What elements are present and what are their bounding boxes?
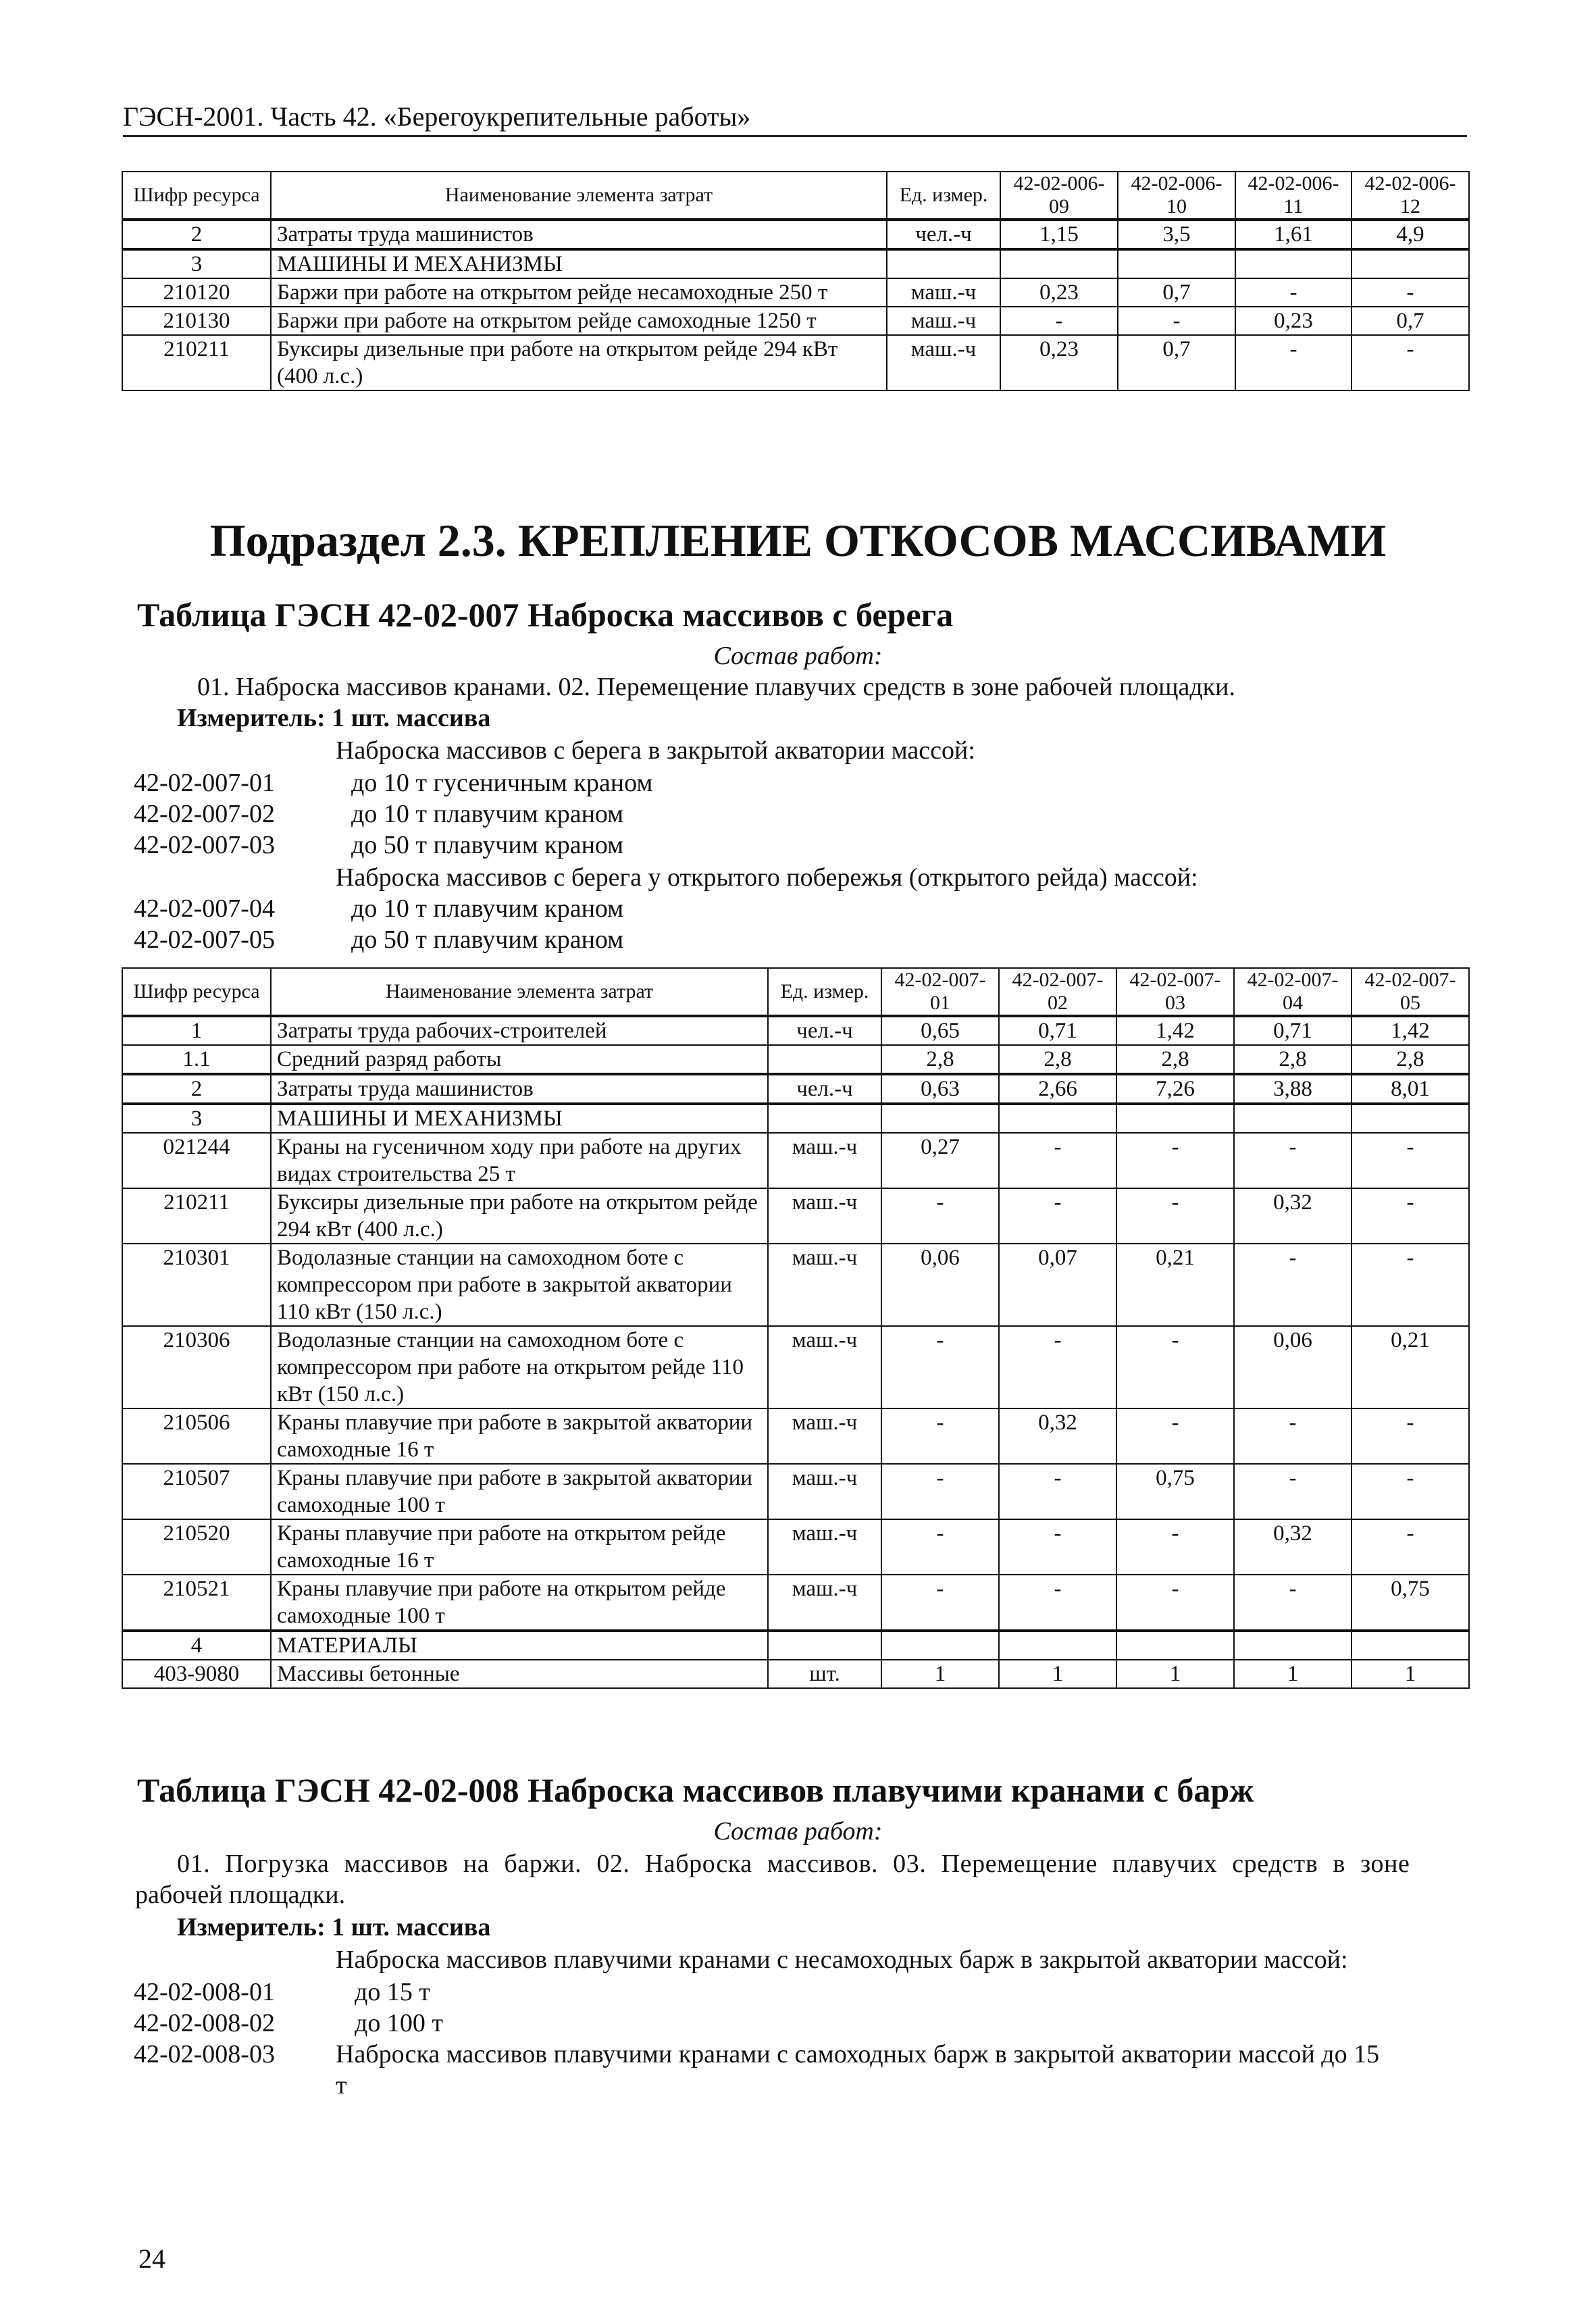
value-cell: - (1352, 1408, 1469, 1464)
value-cell: - (999, 1464, 1116, 1519)
unit-cell (887, 249, 1000, 278)
value-cell: 0,71 (999, 1016, 1116, 1045)
value-cell: 0,23 (1000, 335, 1118, 390)
value-cell: - (1116, 1188, 1234, 1244)
table-row (122, 1519, 1469, 1575)
group-heading: Наброска массивов с берега у открытого побережья (открытого рейда) массой: (336, 863, 1198, 892)
element-name: Краны плавучие при работе на открытом рейде самоходные 16 т (271, 1519, 768, 1575)
value-cell: 1,42 (1116, 1016, 1234, 1045)
value-cell: - (1352, 1244, 1469, 1326)
value-cell: - (1116, 1519, 1234, 1575)
element-name: МАШИНЫ И МЕХАНИЗМЫ (271, 1104, 768, 1133)
resource-code: 1.1 (122, 1045, 271, 1074)
unit-cell (768, 1104, 881, 1133)
value-cell (1352, 1104, 1469, 1133)
column-header: 42-02-007-03 (1116, 968, 1234, 1016)
value-cell: - (999, 1575, 1116, 1631)
table-row (122, 1104, 1469, 1133)
resource-code: 210521 (122, 1575, 271, 1631)
work-code: 42-02-007-05 (134, 925, 275, 954)
work-description: Наброска массивов плавучими кранами с самоходных барж в закрытой акватории массой до 15 (336, 2040, 1380, 2068)
resource-code: 210506 (122, 1408, 271, 1464)
value-cell (881, 1104, 999, 1133)
element-name: Краны плавучие при работе на открытом рейде самоходные 100 т (271, 1575, 768, 1631)
element-name: Затраты труда машинистов (271, 220, 887, 249)
column-header: Ед. измер. (768, 968, 881, 1016)
table-row (122, 1326, 1469, 1408)
value-cell: 0,07 (999, 1244, 1116, 1326)
value-cell: - (1352, 1188, 1469, 1244)
value-cell: 4,9 (1352, 220, 1469, 249)
column-header: 42-02-007-01 (881, 968, 999, 1016)
value-cell (999, 1104, 1116, 1133)
sostav-label: Состав работ: (713, 1817, 883, 1846)
column-header: 42-02-006-09 (1000, 172, 1118, 220)
resource-code: 4 (122, 1631, 271, 1660)
work-code: 42-02-007-02 (134, 800, 275, 828)
value-cell: - (999, 1519, 1116, 1575)
table-row (122, 1244, 1469, 1326)
value-cell: - (1116, 1326, 1234, 1408)
table-row (122, 1045, 1469, 1074)
unit-cell: маш.-ч (768, 1575, 881, 1631)
value-cell: - (1116, 1575, 1234, 1631)
value-cell: - (1234, 1408, 1352, 1464)
value-cell: 0,7 (1118, 335, 1235, 390)
unit-cell: маш.-ч (887, 278, 1000, 307)
value-cell: - (1234, 1575, 1352, 1631)
column-header: 42-02-006-11 (1235, 172, 1352, 220)
value-cell: 3,88 (1234, 1074, 1352, 1104)
value-cell (1235, 249, 1352, 278)
value-cell: - (1118, 307, 1235, 335)
value-cell: 2,8 (881, 1045, 999, 1074)
table-row (122, 1575, 1469, 1631)
sostav-text-continued: рабочей площадки. (135, 1881, 346, 1909)
value-cell: 0,7 (1352, 307, 1469, 335)
value-cell: - (1234, 1133, 1352, 1188)
table-row (122, 335, 1469, 390)
work-description: до 50 т плавучим краном (351, 831, 624, 859)
value-cell: - (1235, 335, 1352, 390)
element-name: Краны на гусеничном ходу при работе на других видах строительства 25 т (271, 1133, 768, 1188)
resource-code: 210301 (122, 1244, 271, 1326)
table-row (122, 220, 1469, 249)
value-cell (1352, 1631, 1469, 1660)
table-row (122, 1464, 1469, 1519)
table-title-008: Таблица ГЭСН 42-02-008 Наброска массивов плавучими кранами с барж (137, 1771, 1254, 1809)
measure-unit: Измеритель: 1 шт. массива (177, 1913, 491, 1941)
group-heading: Наброска массивов плавучими кранами с несамоходных барж в закрытой акватории массой: (336, 1946, 1348, 1974)
value-cell: 1,61 (1235, 220, 1352, 249)
value-cell: 0,23 (1235, 307, 1352, 335)
value-cell: 0,27 (881, 1133, 999, 1188)
value-cell: - (1116, 1408, 1234, 1464)
element-name: Буксиры дизельные при работе на открытом рейде 294 кВт (400 л.с.) (271, 335, 887, 390)
element-name: Водолазные станции на самоходном боте с компрессором при работе в закрытой акватории 110 кВт (150 л.с.) (271, 1244, 768, 1326)
value-cell: - (1235, 278, 1352, 307)
value-cell: 0,23 (1000, 278, 1118, 307)
value-cell: 0,63 (881, 1074, 999, 1104)
unit-cell: маш.-ч (768, 1133, 881, 1188)
resource-code: 3 (122, 1104, 271, 1133)
value-cell: - (1352, 1464, 1469, 1519)
value-cell: 0,32 (1234, 1188, 1352, 1244)
table-row (122, 1660, 1469, 1688)
resource-code: 3 (122, 249, 271, 278)
measure-unit: Измеритель: 1 шт. массива (177, 704, 491, 732)
element-name: Средний разряд работы (271, 1045, 768, 1074)
work-description: до 10 т плавучим краном (351, 894, 624, 923)
value-cell: 2,8 (1352, 1045, 1469, 1074)
group-heading: Наброска массивов с берега в закрытой акватории массой: (336, 736, 975, 765)
work-code: 42-02-007-01 (134, 769, 275, 797)
value-cell: 0,7 (1118, 278, 1235, 307)
resource-table-42-02-007 (122, 967, 1470, 1689)
column-header: 42-02-007-05 (1352, 968, 1469, 1016)
work-description-continued: т (336, 2071, 347, 2100)
element-name: Затраты труда рабочих-строителей (271, 1016, 768, 1045)
value-cell: 2,8 (999, 1045, 1116, 1074)
value-cell: 8,01 (1352, 1074, 1469, 1104)
value-cell: 2,8 (1116, 1045, 1234, 1074)
value-cell: 1 (881, 1660, 999, 1688)
value-cell: - (881, 1464, 999, 1519)
running-header: ГЭСН-2001. Часть 42. «Берегоукрепительные работы» (123, 100, 1467, 137)
work-code: 42-02-008-01 (134, 1978, 275, 2006)
work-description: до 15 т (355, 1978, 430, 2006)
value-cell: 0,75 (1352, 1575, 1469, 1631)
element-name: Массивы бетонные (271, 1660, 768, 1688)
value-cell (1118, 249, 1235, 278)
value-cell: - (1234, 1464, 1352, 1519)
unit-cell: маш.-ч (768, 1188, 881, 1244)
resource-code: 210520 (122, 1519, 271, 1575)
table-row (122, 278, 1469, 307)
page-number: 24 (138, 2243, 165, 2274)
value-cell: 0,71 (1234, 1016, 1352, 1045)
resource-code: 210120 (122, 278, 271, 307)
work-description: до 50 т плавучим краном (351, 925, 624, 954)
work-description: до 10 т гусеничным краном (351, 769, 653, 797)
value-cell: 0,06 (1234, 1326, 1352, 1408)
unit-cell: маш.-ч (768, 1464, 881, 1519)
value-cell: - (1352, 335, 1469, 390)
unit-cell: чел.-ч (887, 220, 1000, 249)
value-cell: 0,32 (999, 1408, 1116, 1464)
value-cell: - (881, 1408, 999, 1464)
value-cell (881, 1631, 999, 1660)
table-row (122, 1016, 1469, 1045)
value-cell: 0,32 (1234, 1519, 1352, 1575)
value-cell: 1,42 (1352, 1016, 1469, 1045)
resource-code: 210507 (122, 1464, 271, 1519)
table-row (122, 1133, 1469, 1188)
resource-code: 2 (122, 1074, 271, 1104)
table-row (122, 307, 1469, 335)
resource-table-42-02-006 (122, 171, 1470, 391)
value-cell: - (881, 1326, 999, 1408)
work-description: до 10 т плавучим краном (351, 800, 624, 828)
sostav-label: Состав работ: (713, 642, 883, 670)
value-cell (1234, 1631, 1352, 1660)
unit-cell (768, 1045, 881, 1074)
column-header: Шифр ресурса (122, 968, 271, 1016)
element-name: Баржи при работе на открытом рейде самоходные 1250 т (271, 307, 887, 335)
work-code: 42-02-008-02 (134, 2009, 275, 2037)
column-header: 42-02-006-12 (1352, 172, 1469, 220)
value-cell (1116, 1631, 1234, 1660)
resource-code: 210211 (122, 1188, 271, 1244)
resource-code: 1 (122, 1016, 271, 1045)
value-cell: 1 (999, 1660, 1116, 1688)
element-name: Затраты труда машинистов (271, 1074, 768, 1104)
value-cell (1234, 1104, 1352, 1133)
work-code: 42-02-008-03 (134, 2040, 275, 2068)
unit-cell: маш.-ч (768, 1519, 881, 1575)
table-row (122, 1631, 1469, 1660)
value-cell: - (881, 1188, 999, 1244)
work-code: 42-02-007-04 (134, 894, 275, 923)
value-cell: 2,66 (999, 1074, 1116, 1104)
work-code: 42-02-007-03 (134, 831, 275, 859)
value-cell (999, 1631, 1116, 1660)
resource-code: 210211 (122, 335, 271, 390)
value-cell: 7,26 (1116, 1074, 1234, 1104)
value-cell: 2,8 (1234, 1045, 1352, 1074)
element-name: Буксиры дизельные при работе на открытом рейде 294 кВт (400 л.с.) (271, 1188, 768, 1244)
value-cell: 0,21 (1352, 1326, 1469, 1408)
value-cell: 1 (1116, 1660, 1234, 1688)
element-name: Баржи при работе на открытом рейде несамоходные 250 т (271, 278, 887, 307)
subsection-title: Подраздел 2.3. КРЕПЛЕНИЕ ОТКОСОВ МАССИВАМИ (209, 515, 1387, 566)
value-cell: - (999, 1188, 1116, 1244)
column-header: Наименование элемента затрат (271, 172, 887, 220)
value-cell: 0,65 (881, 1016, 999, 1045)
column-header: Наименование элемента затрат (271, 968, 768, 1016)
value-cell (1000, 249, 1118, 278)
table-row (122, 1188, 1469, 1244)
unit-cell: чел.-ч (768, 1016, 881, 1045)
unit-cell (768, 1631, 881, 1660)
column-header: 42-02-007-02 (999, 968, 1116, 1016)
unit-cell: шт. (768, 1660, 881, 1688)
element-name: Краны плавучие при работе в закрытой акватории самоходные 16 т (271, 1408, 768, 1464)
value-cell: - (999, 1326, 1116, 1408)
value-cell: - (1352, 1519, 1469, 1575)
value-cell: 1 (1352, 1660, 1469, 1688)
unit-cell: маш.-ч (887, 307, 1000, 335)
table-header-row (122, 172, 1469, 220)
value-cell: - (1234, 1244, 1352, 1326)
unit-cell: чел.-ч (768, 1074, 881, 1104)
value-cell: - (1116, 1133, 1234, 1188)
value-cell: 3,5 (1118, 220, 1235, 249)
value-cell: 0,75 (1116, 1464, 1234, 1519)
value-cell: 0,06 (881, 1244, 999, 1326)
resource-code: 210130 (122, 307, 271, 335)
value-cell (1352, 249, 1469, 278)
value-cell: 0,21 (1116, 1244, 1234, 1326)
resource-code: 210306 (122, 1326, 271, 1408)
element-name: МАТЕРИАЛЫ (271, 1631, 768, 1660)
value-cell: - (881, 1519, 999, 1575)
value-cell (1116, 1104, 1234, 1133)
value-cell: 1 (1234, 1660, 1352, 1688)
unit-cell: маш.-ч (768, 1244, 881, 1326)
value-cell: - (881, 1575, 999, 1631)
table-header-row (122, 968, 1469, 1016)
table-row (122, 1408, 1469, 1464)
column-header: 42-02-007-04 (1234, 968, 1352, 1016)
resource-code: 403-9080 (122, 1660, 271, 1688)
table-row (122, 249, 1469, 278)
resource-code: 2 (122, 220, 271, 249)
column-header: Ед. измер. (887, 172, 1000, 220)
unit-cell: маш.-ч (768, 1408, 881, 1464)
sostav-text: 01. Погрузка массивов на баржи. 02. Наброска массивов. 03. Перемещение плавучих средств в зоне (177, 1850, 1410, 1878)
value-cell: 1,15 (1000, 220, 1118, 249)
column-header: 42-02-006-10 (1118, 172, 1235, 220)
table-title-007: Таблица ГЭСН 42-02-007 Наброска массивов с берега (137, 596, 954, 634)
element-name: Краны плавучие при работе в закрытой акватории самоходные 100 т (271, 1464, 768, 1519)
element-name: Водолазные станции на самоходном боте с компрессором при работе на открытом рейде 110 кВт (150 л.с.) (271, 1326, 768, 1408)
work-description: до 100 т (355, 2009, 443, 2037)
table-row (122, 1074, 1469, 1104)
resource-code: 021244 (122, 1133, 271, 1188)
unit-cell: маш.-ч (887, 335, 1000, 390)
value-cell: - (999, 1133, 1116, 1188)
value-cell: - (1352, 278, 1469, 307)
sostav-text: 01. Наброска массивов кранами. 02. Перемещение плавучих средств в зоне рабочей площадки. (197, 673, 1235, 701)
value-cell: - (1000, 307, 1118, 335)
unit-cell: маш.-ч (768, 1326, 881, 1408)
value-cell: - (1352, 1133, 1469, 1188)
element-name: МАШИНЫ И МЕХАНИЗМЫ (271, 249, 887, 278)
column-header: Шифр ресурса (122, 172, 271, 220)
